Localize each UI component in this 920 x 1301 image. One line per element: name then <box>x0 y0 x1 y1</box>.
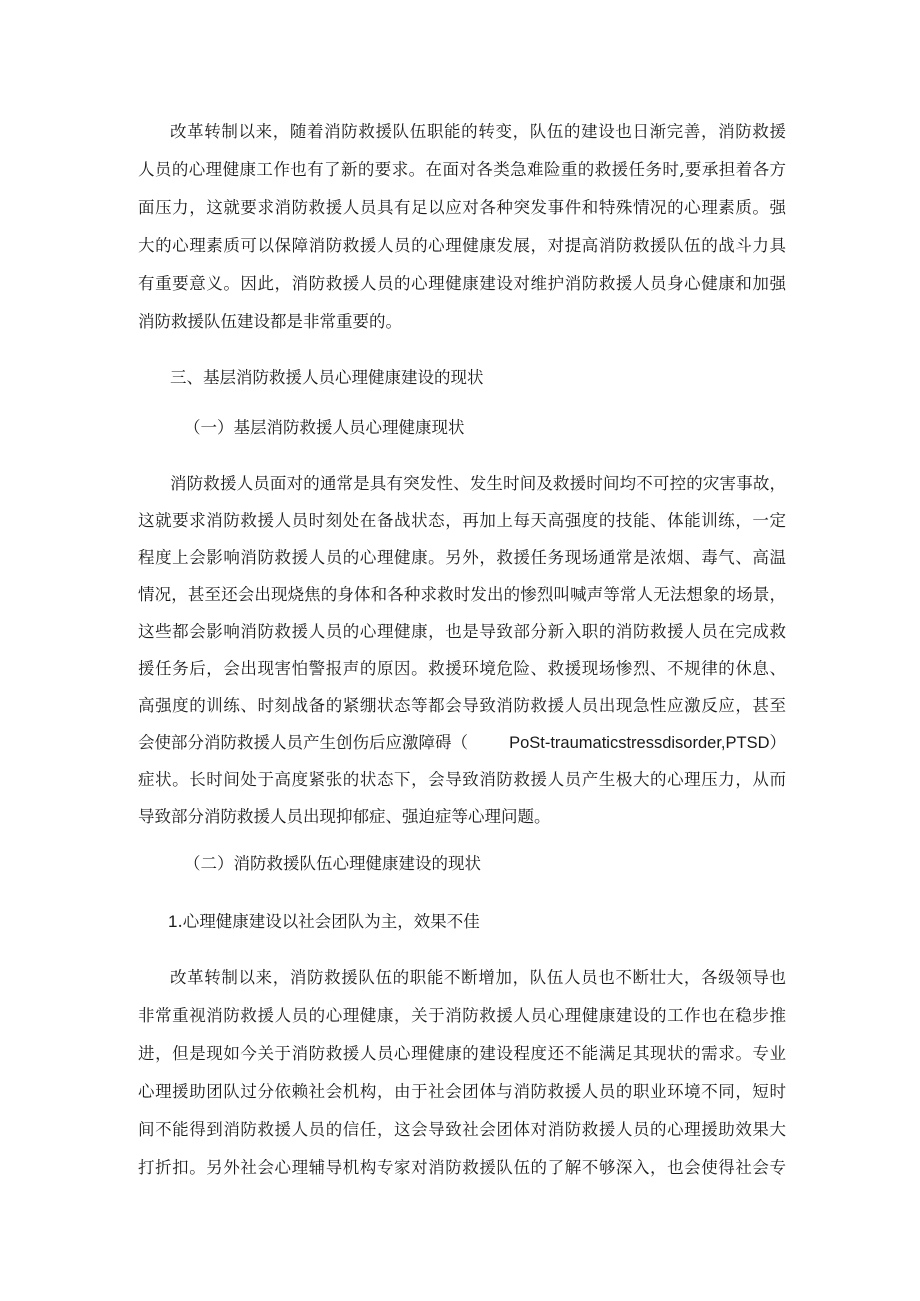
item-number: 1 <box>168 912 178 931</box>
subsection-heading: （二）消防救援队伍心理健康建设的现状 <box>184 854 481 873</box>
paragraph-line: 症状。长时间处于高度紧张的状态下，会导致消防救援人员产生极大的心理压力，从而 <box>138 770 786 789</box>
paragraph-line: 心理援助团队过分依赖社会机构，由于社会团体与消防救援人员的职业环境不同，短时 <box>138 1082 786 1101</box>
item-title: .心理健康建设以社会团队为主，效果不佳 <box>177 912 480 931</box>
paragraph-line: 这就要求消防救援人员时刻处在备战状态，再加上每天高强度的技能、体能训练，一定 <box>138 511 786 530</box>
paragraph-line: 情况，甚至还会出现烧焦的身体和各种求救时发出的惨烈叫喊声等常人无法想象的场景， <box>138 585 786 604</box>
section-heading: 三、基层消防救援人员心理健康建设的现状 <box>170 368 484 387</box>
paragraph-line: 有重要意义。因此，消防救援人员的心理健康建设对维护消防救援人员身心健康和加强 <box>138 274 786 293</box>
paragraph-line: 人员的心理健康工作也有了新的要求。在面对各类急难险重的救援任务时,要承担着各方 <box>138 160 786 179</box>
paragraph-line: 援任务后，会出现害怕警报声的原因。救援环境危险、救援现场惨烈、不规律的休息、 <box>138 659 786 678</box>
paragraph-line-text: 会使部分消防救援人员产生创伤后应激障碍（ <box>138 733 468 752</box>
paragraph-line: 消防救援人员面对的通常是具有突发性、发生时间及救援时间均不可控的灾害事故， <box>170 474 786 493</box>
paragraph-line: 改革转制以来，随着消防救援队伍职能的转变，队伍的建设也日渐完善，消防救援 <box>170 122 786 141</box>
paragraph-line: 改革转制以来，消防救援队伍的职能不断增加，队伍人员也不断壮大，各级领导也 <box>170 968 786 987</box>
ptsd-term-close: ） <box>769 733 786 752</box>
item-heading <box>168 904 480 940</box>
paragraph-line: 大的心理素质可以保障消防救援人员的心理健康发展，对提高消防救援队伍的战斗力具 <box>138 236 786 255</box>
paragraph-line: 程度上会影响消防救援人员的心理健康。另外，救援任务现场通常是浓烟、毒气、高温 <box>138 548 786 567</box>
paragraph-line: 面压力，这就要求消防救援人员具有足以应对各种突发事件和特殊情况的心理素质。强 <box>138 198 786 217</box>
paragraph-line: 消防救援队伍建设都是非常重要的。 <box>138 312 402 331</box>
paragraph-line: 间不能得到消防救援人员的信任，这会导致社会团体对消防救援人员的心理援助效果大 <box>138 1120 786 1139</box>
paragraph-line-ptsd <box>138 725 786 761</box>
paragraph-line: 非常重视消防救援人员的心理健康，关于消防救援人员心理健康建设的工作也在稳步推 <box>138 1006 786 1025</box>
paragraph-line: 导致部分消防救援人员出现抑郁症、强迫症等心理问题。 <box>138 807 551 826</box>
ptsd-term <box>509 725 786 761</box>
subsection-heading: （一）基层消防救援人员心理健康现状 <box>184 418 465 437</box>
paragraph-line: 高强度的训练、时刻战备的紧绷状态等都会导致消防救援人员出现急性应激反应，甚至 <box>138 696 786 715</box>
paragraph-line: 进，但是现如今关于消防救援人员心理健康的建设程度还不能满足其现状的需求。专业 <box>138 1044 786 1063</box>
paragraph-line: 这些都会影响消防救援人员的心理健康，也是导致部分新入职的消防救援人员在完成救 <box>138 622 786 641</box>
paragraph-line: 打折扣。另外社会心理辅导机构专家对消防救援队伍的了解不够深入，也会使得社会专 <box>138 1158 786 1177</box>
ptsd-term-text: PoSt-traumaticstressdisorder,PTSD <box>509 734 770 752</box>
